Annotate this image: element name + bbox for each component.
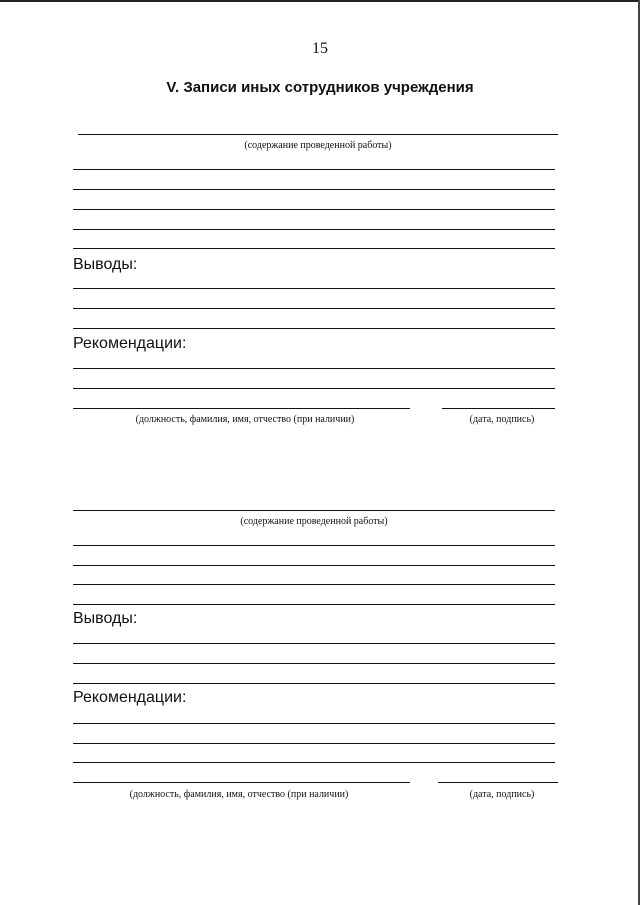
section-title: V. Записи иных сотрудников учреждения	[166, 79, 474, 96]
position-caption: (должность, фамилия, имя, отчество (при наличии)	[135, 414, 355, 425]
date-caption: (дата, подпись)	[469, 789, 535, 800]
work-line[interactable]	[73, 248, 555, 249]
recommendations-label: Рекомендации:	[73, 689, 187, 706]
conclusions-line[interactable]	[73, 288, 555, 289]
conclusions-line[interactable]	[73, 328, 555, 329]
conclusions-label: Выводы:	[73, 256, 138, 273]
work-line[interactable]	[73, 229, 555, 230]
position-signature-line[interactable]	[73, 408, 410, 409]
work-caption: (содержание проведенной работы)	[244, 140, 392, 151]
work-caption: (содержание проведенной работы)	[240, 516, 388, 527]
recommendations-line[interactable]	[73, 723, 555, 724]
recommendations-line[interactable]	[73, 368, 555, 369]
work-line[interactable]	[73, 545, 555, 546]
work-line[interactable]	[73, 565, 555, 566]
work-line[interactable]	[73, 169, 555, 170]
conclusions-line[interactable]	[73, 683, 555, 684]
page-number: 15	[312, 40, 328, 57]
conclusions-label: Выводы:	[73, 610, 138, 627]
recommendations-line[interactable]	[73, 762, 555, 763]
recommendations-line[interactable]	[73, 388, 555, 389]
work-line[interactable]	[73, 209, 555, 210]
position-signature-line[interactable]	[73, 782, 410, 783]
conclusions-line[interactable]	[73, 663, 555, 664]
work-line[interactable]	[73, 189, 555, 190]
date-caption: (дата, подпись)	[469, 414, 535, 425]
date-signature-line[interactable]	[442, 408, 555, 409]
position-caption: (должность, фамилия, имя, отчество (при наличии)	[129, 789, 349, 800]
recommendations-label: Рекомендации:	[73, 335, 187, 352]
scan-edge-top	[0, 0, 640, 2]
work-line[interactable]	[73, 604, 555, 605]
conclusions-line[interactable]	[73, 643, 555, 644]
recommendations-line[interactable]	[73, 743, 555, 744]
date-signature-line[interactable]	[438, 782, 558, 783]
work-line[interactable]	[73, 510, 555, 511]
work-line[interactable]	[78, 134, 558, 135]
conclusions-line[interactable]	[73, 308, 555, 309]
work-line[interactable]	[73, 584, 555, 585]
